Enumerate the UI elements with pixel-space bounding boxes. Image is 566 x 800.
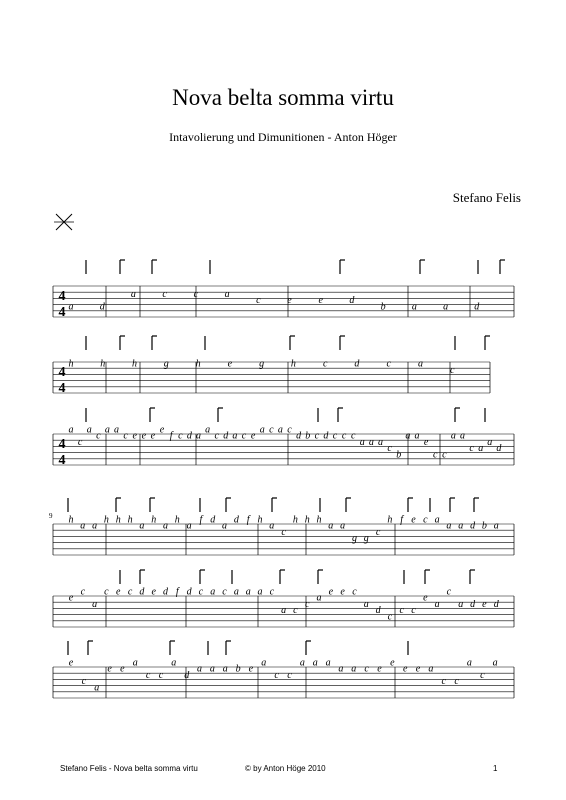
tab-letter: a [197,663,202,675]
tab-letter: a [92,520,98,532]
tab-letter: h [257,514,263,526]
tab-letter: d [184,669,190,681]
tab-letter: a [466,657,472,669]
tab-letter: h [387,514,393,526]
tab-letter: d [233,514,239,526]
tab-letter: d [223,430,229,442]
tab-letter: c [222,586,227,598]
tab-letter: d [99,301,105,313]
tab-letter: c [322,358,328,370]
tab-letter: a [171,657,177,669]
tab-letter: e [482,598,487,610]
tab-letter: e [120,663,125,675]
tab-letter: d [139,586,145,598]
tab-letter: e [340,586,345,598]
tab-letter: e [107,663,112,675]
tab-letter: c [387,443,392,455]
tab-letter: c [269,424,274,436]
tab-letter: d [470,598,476,610]
tab-letter: c [241,430,247,442]
time-signature-bottom: 4 [58,381,66,396]
tab-letter: c [399,605,404,617]
tab-letter: a [68,424,74,436]
tab-letter: h [68,358,74,370]
tab-letter: g [352,533,357,545]
tab-letter: a [492,657,498,669]
tab-letter: c [332,430,338,442]
tab-letter: a [205,424,211,436]
tab-letter: d [496,443,502,455]
tab-letter: b [396,449,402,461]
tab-letter: e [68,592,74,604]
tab-letter: a [132,657,138,669]
tab-letter: a [130,288,136,300]
tab-letter: g [363,533,369,545]
tab-letter: f [246,514,250,526]
tab-letter: c [178,430,183,442]
tab-letter: a [86,424,92,436]
tab-letter: a [257,586,263,598]
tab-letter: h [151,514,157,526]
tab-letter: c [198,586,204,598]
tab-letter: d [349,295,355,307]
tab-letter: c [441,676,446,688]
tab-letter: d [186,430,192,442]
tab-letter: f [175,586,179,598]
tab-letter: c [287,669,292,681]
tab-letter: c [352,586,357,598]
tab-letter: a [80,520,86,532]
tab-letter: e [402,663,408,675]
tab-letter: e [423,436,429,448]
tab-letter: c [469,443,474,455]
tab-letter: e [132,430,137,442]
tab-letter: a [428,663,434,675]
tab-letter: h [115,514,121,526]
tab-letter: a [450,430,456,442]
tab-letter: a [209,663,215,675]
time-signature-bottom: 4 [58,453,66,468]
tab-letter: b [305,430,311,442]
tab-letter: c [123,430,128,442]
tab-letter: c [350,430,356,442]
tab-letter: h [316,514,322,526]
tab-letter: c [269,586,275,598]
tab-letter: a [316,592,322,604]
tab-letter: a [210,586,216,598]
tab-letter: e [377,663,382,675]
tab-letter: d [474,301,480,313]
tab-letter: a [368,436,374,448]
tab-letter: f [199,514,203,526]
tab-letter: e [227,358,233,370]
tab-letter: d [210,514,216,526]
tab-letter: a [434,514,440,526]
tab-letter: d [493,598,499,610]
tab-letter: c [193,288,199,300]
tab-letter: h [132,358,137,370]
tab-letter: a [378,436,383,448]
tab-letter: h [292,514,298,526]
tab-letter: e [115,586,121,598]
footer-copyright: © by Anton Höge 2010 [245,764,326,773]
page-number: 1 [493,764,498,773]
tab-letter: d [323,430,329,442]
tab-letter: e [423,592,428,604]
tab-letter: e [318,295,323,307]
tab-letter: h [304,514,310,526]
tab-letter: a [340,520,346,532]
tab-letter: e [287,295,292,307]
tab-letter: a [312,657,318,669]
tab-letter: a [139,520,145,532]
tab-letter: a [261,657,267,669]
tab-letter: c [274,669,279,681]
tab-letter: c [145,669,151,681]
tab-letter: a [487,436,493,448]
tab-letter: a [222,663,228,675]
tab-letter: a [351,663,357,675]
tab-letter: c [341,430,347,442]
tab-letter: a [281,605,287,617]
tab-letter: a [493,520,499,532]
composer-name: Stefano Felis [452,190,521,205]
tab-letter: c [96,430,101,442]
tab-letter: c [387,611,393,623]
tab-letter: a [222,520,227,532]
tab-letter: c [287,424,292,436]
tab-letter: a [163,520,168,532]
tab-letter: e [390,657,395,669]
tab-letter: a [446,520,452,532]
tab-letter: b [235,663,241,675]
tab-letter: e [151,586,156,598]
tab-letter: c [256,295,261,307]
time-signature-bottom: 4 [58,305,66,320]
tab-letter: a [186,520,192,532]
tab-letter: e [159,424,165,436]
tab-letter: d [163,586,168,598]
time-signature-top: 4 [58,437,66,452]
tab-letter: a [233,586,239,598]
tab-letter: e [141,430,147,442]
tab-letter: c [158,669,164,681]
time-signature-top: 4 [58,365,66,380]
tab-letter: e [415,663,421,675]
tab-letter: c [304,598,310,610]
tab-letter: a [94,682,100,694]
tab-letter: c [281,526,286,538]
piece-title: Nova belta somma virtu [172,85,394,110]
tab-letter: c [81,676,87,688]
tab-letter: a [338,663,344,675]
tab-letter: d [354,358,360,370]
tab-letter: a [328,520,334,532]
tab-letter: c [314,430,320,442]
tab-letter: h [103,514,109,526]
tab-letter: a [359,436,365,448]
tab-letter: c [411,605,416,617]
tab-letter: a [245,586,251,598]
tab-letter: c [162,288,167,300]
tab-letter: e [328,586,334,598]
tab-letter: a [196,430,201,442]
tab-letter: h [68,514,74,526]
tab-letter: e [411,514,416,526]
tab-letter: h [290,358,296,370]
tab-letter: a [299,657,305,669]
tab-letter: d [375,605,381,617]
tab-letter: h [127,514,133,526]
tab-letter: a [224,288,230,300]
tab-letter: a [418,358,423,370]
tab-letter: a [460,430,465,442]
tab-letter: b [380,301,386,313]
tab-letter: f [400,514,404,526]
tab-letter: c [214,430,219,442]
time-signature-top: 4 [58,289,66,304]
tab-letter: a [405,430,411,442]
measure-number: 9 [49,512,53,520]
tab-letter: a [269,520,275,532]
tab-letter: a [458,598,464,610]
tab-letter: a [411,301,417,313]
tab-letter: g [163,358,169,370]
tab-letter: a [414,430,420,442]
tab-letter: c [449,364,455,376]
tab-letter: c [364,663,369,675]
tab-letter: c [77,436,83,448]
tab-letter: b [481,520,487,532]
tab-letter: e [250,430,256,442]
tab-letter: a [478,443,484,455]
tab-letter: c [127,586,133,598]
tab-letter: a [104,424,110,436]
tab-letter: c [454,676,459,688]
tab-letter: e [68,657,74,669]
tab-letter: g [259,358,265,370]
tab-letter: c [104,586,109,598]
tab-letter: c [293,605,298,617]
tab-letter: a [277,424,283,436]
footer-title: Stefano Felis - Nova belta somma virtu [60,764,198,773]
tab-letter: f [169,430,173,442]
tab-letter: d [470,520,476,532]
tab-letter: c [432,449,438,461]
tab-letter: h [100,358,106,370]
tab-letter: a [259,424,265,436]
tab-letter: h [174,514,180,526]
tab-letter: c [480,669,485,681]
tab-letter: h [195,358,201,370]
tab-letter: c [446,586,452,598]
tab-letter: a [68,301,74,313]
tab-letter: a [114,424,119,436]
tab-letter: c [442,449,447,461]
tab-letter: d [186,586,192,598]
tab-letter: c [386,358,391,370]
tab-letter: c [375,526,381,538]
tab-letter: a [458,520,464,532]
tab-letter: e [150,430,156,442]
tab-letter: a [232,430,238,442]
tab-letter: a [325,657,331,669]
subtitle: Intavolierung und Dimunitionen - Anton Höger [169,130,397,144]
tab-letter: c [423,514,428,526]
tab-letter: a [92,598,98,610]
tab-letter: d [296,430,302,442]
tab-letter: a [443,301,449,313]
tab-letter: c [80,586,86,598]
tab-letter: a [434,598,440,610]
tab-letter: a [363,598,369,610]
tab-letter: e [248,663,254,675]
